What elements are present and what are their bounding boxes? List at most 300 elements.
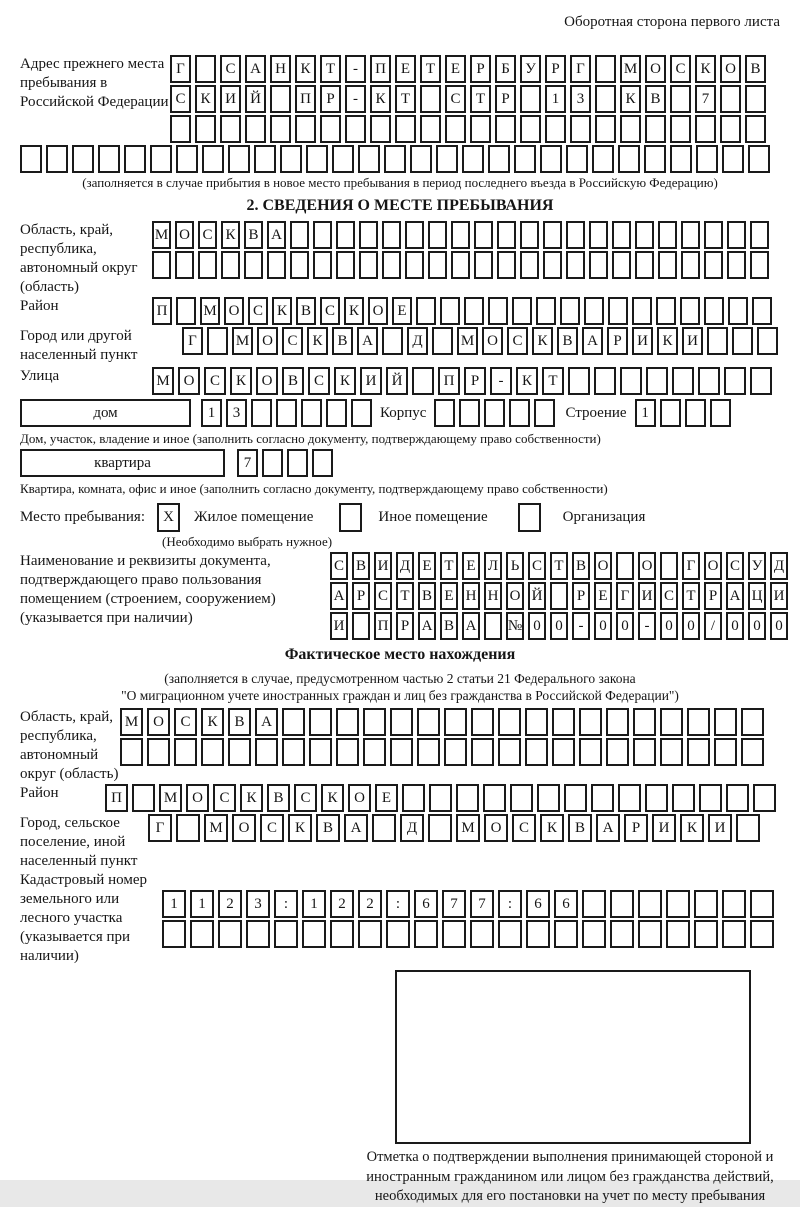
char-cell bbox=[428, 251, 447, 279]
char-cell bbox=[170, 115, 191, 143]
char-cell: К bbox=[540, 814, 564, 842]
char-cell bbox=[498, 738, 521, 766]
dom-note: Дом, участок, владение и иное (заполнить согласно документу, подтверждающему право собственности) bbox=[20, 431, 601, 446]
char-cell bbox=[704, 251, 723, 279]
char-cell bbox=[420, 85, 441, 113]
char-cell bbox=[280, 145, 302, 173]
char-cell: С bbox=[512, 814, 536, 842]
char-cell: 2 bbox=[330, 890, 354, 918]
char-cell bbox=[584, 297, 604, 325]
char-cell: Г bbox=[170, 55, 191, 83]
char-cell bbox=[594, 367, 616, 395]
char-cell bbox=[309, 708, 332, 736]
char-cell bbox=[459, 399, 480, 427]
actual-gorod-block bbox=[20, 814, 780, 871]
char-cell bbox=[390, 708, 413, 736]
char-cell bbox=[370, 115, 391, 143]
char-cell: К bbox=[657, 327, 678, 355]
char-cell: В bbox=[572, 552, 590, 580]
char-cell: Ь bbox=[506, 552, 524, 580]
char-cell: В bbox=[244, 221, 263, 249]
char-cell bbox=[124, 145, 146, 173]
char-cell bbox=[745, 85, 766, 113]
kvartira-box: квартира bbox=[20, 449, 225, 477]
char-cell: С bbox=[726, 552, 744, 580]
char-cell bbox=[312, 449, 333, 477]
prev-address-row-1 bbox=[170, 55, 766, 83]
char-cell bbox=[750, 890, 774, 918]
char-cell: М bbox=[457, 327, 478, 355]
char-cell: Н bbox=[270, 55, 291, 83]
document-row-1 bbox=[330, 552, 788, 580]
char-cell: С bbox=[308, 367, 330, 395]
char-cell bbox=[445, 115, 466, 143]
char-cell bbox=[336, 251, 355, 279]
char-cell: М bbox=[120, 708, 143, 736]
char-cell bbox=[414, 920, 438, 948]
char-cell bbox=[474, 221, 493, 249]
char-cell bbox=[595, 55, 616, 83]
char-cell: О bbox=[506, 582, 524, 610]
char-cell: Г bbox=[570, 55, 591, 83]
char-cell bbox=[591, 784, 614, 812]
stamp-caption: Отметка о подтверждении выполнения принимающей стороной и иностранным гражданином или лицом без гражданства действий, необходимых для его постановки на учет по месту пребывания bbox=[366, 1149, 774, 1204]
document-row-3 bbox=[330, 612, 788, 640]
char-cell: В bbox=[228, 708, 251, 736]
char-cell bbox=[722, 920, 746, 948]
char-cell: - bbox=[638, 612, 656, 640]
char-cell bbox=[566, 221, 585, 249]
prev-address-row-3 bbox=[170, 115, 766, 143]
char-cell bbox=[658, 251, 677, 279]
char-cell: С bbox=[330, 552, 348, 580]
char-cell bbox=[220, 115, 241, 143]
char-cell bbox=[595, 85, 616, 113]
char-cell: И bbox=[632, 327, 653, 355]
char-cell: О bbox=[256, 367, 278, 395]
char-cell bbox=[714, 708, 737, 736]
char-cell bbox=[750, 367, 772, 395]
char-cell: С bbox=[198, 221, 217, 249]
char-cell bbox=[552, 708, 575, 736]
char-cell: Т bbox=[542, 367, 564, 395]
char-cell bbox=[736, 814, 760, 842]
char-cell: О bbox=[704, 552, 722, 580]
char-cell: С bbox=[670, 55, 691, 83]
char-cell bbox=[405, 251, 424, 279]
stroenie-cells bbox=[635, 399, 731, 427]
char-cell: О bbox=[175, 221, 194, 249]
char-cell: И bbox=[330, 612, 348, 640]
char-cell: С bbox=[204, 367, 226, 395]
char-cell bbox=[595, 115, 616, 143]
actual-raion-label: Район bbox=[20, 785, 59, 801]
char-cell: В bbox=[332, 327, 353, 355]
prev-address-label: Адрес прежнего места пребывания в Российской Федерации bbox=[20, 56, 169, 110]
char-cell bbox=[589, 251, 608, 279]
char-cell: Ц bbox=[748, 582, 766, 610]
char-cell: М bbox=[152, 367, 174, 395]
char-cell bbox=[741, 738, 764, 766]
char-cell: Б bbox=[495, 55, 516, 83]
char-cell bbox=[358, 145, 380, 173]
section2-title: 2. СВЕДЕНИЯ О МЕСТЕ ПРЕБЫВАНИЯ bbox=[246, 197, 554, 214]
char-cell: Е bbox=[440, 582, 458, 610]
char-cell: С bbox=[374, 582, 392, 610]
prev-address-row-2 bbox=[170, 85, 766, 113]
char-cell bbox=[313, 221, 332, 249]
char-cell bbox=[440, 297, 460, 325]
char-cell bbox=[720, 115, 741, 143]
actual-location-title: Фактическое место нахождения bbox=[284, 646, 516, 663]
char-cell bbox=[635, 221, 654, 249]
char-cell bbox=[471, 738, 494, 766]
char-cell bbox=[750, 251, 769, 279]
char-cell: И bbox=[374, 552, 392, 580]
char-cell bbox=[326, 399, 347, 427]
char-cell bbox=[658, 221, 677, 249]
char-cell bbox=[428, 814, 452, 842]
char-cell: - bbox=[345, 85, 366, 113]
char-cell bbox=[670, 115, 691, 143]
char-cell bbox=[274, 920, 298, 948]
char-cell bbox=[484, 612, 502, 640]
stamp-area bbox=[395, 970, 751, 1144]
char-cell: К bbox=[230, 367, 252, 395]
char-cell bbox=[660, 738, 683, 766]
char-cell bbox=[46, 145, 68, 173]
char-cell: А bbox=[596, 814, 620, 842]
char-cell: К bbox=[516, 367, 538, 395]
char-cell: П bbox=[295, 85, 316, 113]
char-cell bbox=[685, 399, 706, 427]
char-cell: 7 bbox=[470, 890, 494, 918]
kadastr-row-1 bbox=[162, 890, 774, 918]
char-cell bbox=[726, 784, 749, 812]
char-cell: И bbox=[220, 85, 241, 113]
char-cell bbox=[610, 920, 634, 948]
char-cell: Т bbox=[550, 552, 568, 580]
char-cell bbox=[695, 115, 716, 143]
char-cell: В bbox=[282, 367, 304, 395]
char-cell bbox=[687, 708, 710, 736]
char-cell: О bbox=[186, 784, 209, 812]
char-cell: А bbox=[245, 55, 266, 83]
char-cell bbox=[672, 784, 695, 812]
char-cell bbox=[207, 327, 228, 355]
option-label-organizatsiya: Организация bbox=[562, 509, 646, 525]
char-cell bbox=[282, 708, 305, 736]
char-cell: 2 bbox=[358, 890, 382, 918]
char-cell: О bbox=[224, 297, 244, 325]
char-cell: Г bbox=[182, 327, 203, 355]
char-cell: 3 bbox=[246, 890, 270, 918]
char-cell: К bbox=[321, 784, 344, 812]
char-cell: С bbox=[294, 784, 317, 812]
char-cell bbox=[195, 55, 216, 83]
char-cell: В bbox=[557, 327, 578, 355]
char-cell bbox=[218, 920, 242, 948]
char-cell bbox=[444, 738, 467, 766]
char-cell: 0 bbox=[726, 612, 744, 640]
char-cell: О bbox=[178, 367, 200, 395]
char-cell bbox=[666, 890, 690, 918]
char-cell bbox=[606, 738, 629, 766]
char-cell bbox=[620, 367, 642, 395]
char-cell bbox=[302, 920, 326, 948]
char-cell: Д bbox=[396, 552, 414, 580]
char-cell bbox=[757, 327, 778, 355]
char-cell bbox=[221, 251, 240, 279]
char-cell bbox=[612, 221, 631, 249]
char-cell: Р bbox=[495, 85, 516, 113]
char-cell bbox=[175, 251, 194, 279]
document-block bbox=[20, 552, 785, 642]
char-cell: И bbox=[652, 814, 676, 842]
actual-location-note-1: (заполняется в случае, предусмотренном частью 2 статьи 21 Федерального закона bbox=[164, 671, 636, 686]
char-cell bbox=[510, 784, 533, 812]
char-cell bbox=[444, 708, 467, 736]
oblast-block bbox=[20, 221, 780, 297]
char-cell: Й bbox=[386, 367, 408, 395]
char-cell bbox=[20, 145, 42, 173]
char-cell bbox=[618, 145, 640, 173]
char-cell bbox=[195, 115, 216, 143]
mesto-block bbox=[20, 503, 780, 532]
kvartira-cells bbox=[237, 449, 333, 477]
char-cell bbox=[420, 115, 441, 143]
char-cell: Е bbox=[462, 552, 480, 580]
char-cell: П bbox=[374, 612, 392, 640]
char-cell bbox=[750, 221, 769, 249]
char-cell: Т bbox=[320, 55, 341, 83]
char-cell bbox=[382, 327, 403, 355]
char-cell bbox=[410, 145, 432, 173]
char-cell bbox=[470, 115, 491, 143]
char-cell bbox=[246, 920, 270, 948]
char-cell: Д bbox=[400, 814, 424, 842]
char-cell bbox=[495, 115, 516, 143]
kvartira-note: Квартира, комната, офис и иное (заполнить согласно документу, подтверждающему право собственности) bbox=[20, 481, 608, 496]
gorod-block bbox=[20, 327, 780, 365]
char-cell bbox=[694, 890, 718, 918]
char-cell bbox=[645, 784, 668, 812]
char-cell bbox=[632, 297, 652, 325]
char-cell bbox=[336, 708, 359, 736]
char-cell bbox=[488, 297, 508, 325]
char-cell: Р bbox=[545, 55, 566, 83]
char-cell: 3 bbox=[226, 399, 247, 427]
char-cell: М bbox=[456, 814, 480, 842]
char-cell bbox=[497, 221, 516, 249]
char-cell: К bbox=[240, 784, 263, 812]
char-cell bbox=[330, 920, 354, 948]
char-cell: Й bbox=[245, 85, 266, 113]
char-cell bbox=[570, 115, 591, 143]
char-cell bbox=[520, 85, 541, 113]
char-cell bbox=[635, 251, 654, 279]
char-cell bbox=[198, 251, 217, 279]
kadastr-label: Кадастровый номер земельного или лесного участка (указывается при наличии) bbox=[20, 872, 147, 964]
char-cell bbox=[358, 920, 382, 948]
ulitsa-row bbox=[152, 367, 772, 395]
char-cell bbox=[201, 738, 224, 766]
char-cell: К bbox=[334, 367, 356, 395]
char-cell bbox=[174, 738, 197, 766]
char-cell bbox=[618, 784, 641, 812]
char-cell bbox=[582, 890, 606, 918]
char-cell bbox=[608, 297, 628, 325]
char-cell bbox=[290, 221, 309, 249]
char-cell bbox=[579, 738, 602, 766]
char-cell: У bbox=[520, 55, 541, 83]
char-cell: Р bbox=[704, 582, 722, 610]
char-cell: А bbox=[462, 612, 480, 640]
char-cell bbox=[722, 145, 744, 173]
char-cell bbox=[98, 145, 120, 173]
char-cell: Р bbox=[320, 85, 341, 113]
ulitsa-block bbox=[20, 367, 780, 397]
char-cell: С bbox=[282, 327, 303, 355]
char-cell bbox=[520, 221, 539, 249]
char-cell bbox=[732, 327, 753, 355]
char-cell bbox=[270, 85, 291, 113]
char-cell: О bbox=[484, 814, 508, 842]
char-cell bbox=[681, 221, 700, 249]
char-cell: Р bbox=[396, 612, 414, 640]
char-cell bbox=[429, 784, 452, 812]
char-cell: О bbox=[368, 297, 388, 325]
char-cell: С bbox=[660, 582, 678, 610]
char-cell: Г bbox=[616, 582, 634, 610]
char-cell: П bbox=[370, 55, 391, 83]
char-cell bbox=[72, 145, 94, 173]
char-cell: А bbox=[255, 708, 278, 736]
char-cell: А bbox=[267, 221, 286, 249]
char-cell bbox=[162, 920, 186, 948]
char-cell bbox=[526, 920, 550, 948]
char-cell bbox=[320, 115, 341, 143]
char-cell: 1 bbox=[545, 85, 566, 113]
korpus-cells bbox=[434, 399, 555, 427]
dom-box: дом bbox=[20, 399, 191, 427]
char-cell bbox=[255, 738, 278, 766]
char-cell bbox=[390, 738, 413, 766]
char-cell: А bbox=[726, 582, 744, 610]
char-cell: И bbox=[770, 582, 788, 610]
prev-address-cells bbox=[170, 55, 766, 145]
char-cell bbox=[363, 708, 386, 736]
char-cell bbox=[251, 399, 272, 427]
char-cell bbox=[262, 449, 283, 477]
char-cell bbox=[745, 115, 766, 143]
char-cell: Й bbox=[528, 582, 546, 610]
char-cell: 0 bbox=[748, 612, 766, 640]
char-cell bbox=[520, 251, 539, 279]
gorod-row bbox=[182, 327, 778, 355]
char-cell: Е bbox=[392, 297, 412, 325]
char-cell: М bbox=[204, 814, 228, 842]
char-cell: Н bbox=[462, 582, 480, 610]
char-cell bbox=[620, 115, 641, 143]
char-cell bbox=[514, 145, 536, 173]
char-cell bbox=[309, 738, 332, 766]
char-cell: С bbox=[220, 55, 241, 83]
oblast-label: Область, край, республика, автономный округ (область) bbox=[20, 222, 138, 295]
actual-oblast-cells bbox=[120, 708, 764, 768]
char-cell bbox=[554, 920, 578, 948]
char-cell: О bbox=[638, 552, 656, 580]
oblast-row-2 bbox=[152, 251, 769, 279]
char-cell bbox=[497, 251, 516, 279]
char-cell: Е bbox=[375, 784, 398, 812]
char-cell bbox=[566, 145, 588, 173]
char-cell: В bbox=[440, 612, 458, 640]
char-cell: О bbox=[645, 55, 666, 83]
char-cell: О bbox=[482, 327, 503, 355]
actual-location-note-2: "О миграционном учете иностранных граждан и лиц без гражданства в Российской Федерации") bbox=[121, 688, 679, 703]
char-cell: Т bbox=[395, 85, 416, 113]
char-cell: 3 bbox=[570, 85, 591, 113]
char-cell: В bbox=[418, 582, 436, 610]
char-cell: А bbox=[418, 612, 436, 640]
char-cell: С bbox=[174, 708, 197, 736]
char-cell bbox=[592, 145, 614, 173]
char-cell bbox=[464, 297, 484, 325]
char-cell: В bbox=[745, 55, 766, 83]
char-cell: 1 bbox=[190, 890, 214, 918]
char-cell bbox=[727, 251, 746, 279]
char-cell bbox=[656, 297, 676, 325]
char-cell: И bbox=[360, 367, 382, 395]
char-cell: Р bbox=[352, 582, 370, 610]
char-cell: К bbox=[532, 327, 553, 355]
char-cell bbox=[483, 784, 506, 812]
char-cell bbox=[616, 552, 634, 580]
char-cell bbox=[633, 738, 656, 766]
char-cell bbox=[579, 708, 602, 736]
char-cell bbox=[699, 784, 722, 812]
char-cell: К bbox=[344, 297, 364, 325]
char-cell bbox=[451, 251, 470, 279]
char-cell bbox=[202, 145, 224, 173]
char-cell bbox=[176, 145, 198, 173]
char-cell: 0 bbox=[594, 612, 612, 640]
char-cell bbox=[687, 738, 710, 766]
char-cell bbox=[498, 708, 521, 736]
char-cell bbox=[395, 115, 416, 143]
char-cell bbox=[190, 920, 214, 948]
char-cell bbox=[405, 221, 424, 249]
char-cell bbox=[512, 297, 532, 325]
char-cell bbox=[336, 738, 359, 766]
ulitsa-label: Улица bbox=[20, 368, 60, 384]
char-cell: С bbox=[213, 784, 236, 812]
char-cell: 0 bbox=[550, 612, 568, 640]
char-cell: У bbox=[748, 552, 766, 580]
char-cell bbox=[417, 708, 440, 736]
char-cell: А bbox=[357, 327, 378, 355]
char-cell bbox=[498, 920, 522, 948]
char-cell bbox=[645, 115, 666, 143]
checkbox-zhiloe: X bbox=[157, 503, 180, 532]
char-cell: - bbox=[572, 612, 590, 640]
char-cell bbox=[270, 115, 291, 143]
char-cell bbox=[287, 449, 308, 477]
checkbox-organizatsiya bbox=[518, 503, 541, 532]
char-cell bbox=[633, 708, 656, 736]
document-cells bbox=[330, 552, 788, 642]
